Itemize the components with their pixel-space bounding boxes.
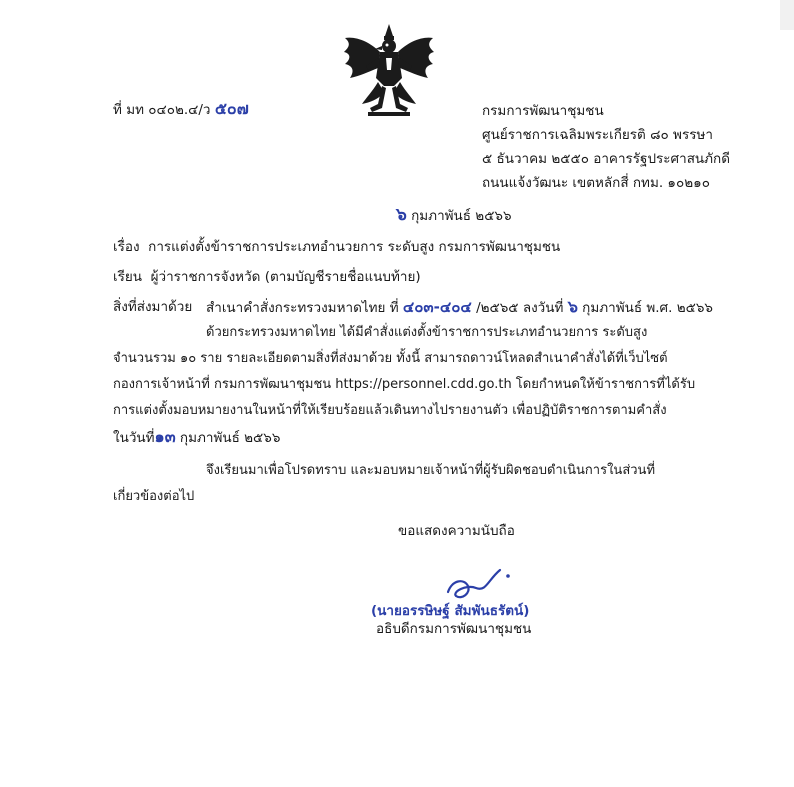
enclosure-text-mid: /๒๕๖๕ ลงวันที่	[476, 300, 564, 316]
body-paragraph-2-line-1: จึงเรียนมาเพื่อโปรดทราบ และมอบหมายเจ้าหน้าที่ผู้รับผิดชอบดำเนินการในส่วนที่	[206, 463, 656, 478]
date-month-year: กุมภาพันธ์ ๒๕๖๖	[411, 208, 512, 224]
subject-text: การแต่งตั้งข้าราชการประเภทอำนวยการ ระดับสูง กรมการพัฒนาชุมชน	[148, 239, 561, 255]
body-paragraph-2-line-2: เกี่ยวข้องต่อไป	[113, 489, 195, 504]
closing-salutation: ขอแสดงความนับถือ	[398, 523, 515, 539]
handwritten-signature	[442, 562, 520, 604]
enclosure-text-after: กุมภาพันธ์ พ.ศ. ๒๕๖๖	[582, 300, 713, 316]
page-edge-shadow	[780, 0, 794, 30]
body-paragraph-1-line-4: การแต่งตั้งมอบหมายงานในหน้าที่ให้เรียบร้อยแล้วเดินทางไปรายงานตัว เพื่อปฏิบัติราชการตามคำสั่ง	[113, 403, 667, 418]
date-day-handwritten: ๖	[396, 205, 407, 225]
reference-line	[113, 100, 249, 119]
enclosure-day-handwritten: ๖	[567, 297, 578, 316]
enclosure-text-before: สำเนาคำสั่งกระทรวงมหาดไทย ที่	[206, 300, 399, 316]
recipient-label: เรียน	[113, 269, 143, 285]
recipient-line	[113, 268, 421, 286]
subject-line	[113, 238, 560, 256]
agency-address-line-1: ศูนย์ราชการเฉลิมพระเกียรติ ๘๐ พรรษา	[482, 127, 713, 143]
report-date-prefix: ในวันที่	[113, 430, 155, 446]
recipient-text: ผู้ว่าราชการจังหวัด (ตามบัญชีรายชื่อแนบท้าย)	[150, 269, 421, 285]
agency-address-line-2: ๕ ธันวาคม ๒๕๕๐ อาคารรัฐประศาสนภักดี	[482, 151, 731, 167]
enclosure-order-numbers-handwritten: ๔๐๓-๔๐๔	[402, 298, 472, 316]
subject-label: เรื่อง	[113, 239, 140, 255]
body-paragraph-1-line-5	[113, 428, 280, 447]
reference-prefix: ที่ มท ๐๔๐๒.๔/ว	[113, 102, 211, 118]
reference-number-handwritten: ๕๐๗	[214, 99, 249, 118]
report-date-suffix: กุมภาพันธ์ ๒๕๖๖	[179, 430, 281, 446]
garuda-emblem	[342, 22, 436, 122]
body-paragraph-1-line-2: จำนวนรวม ๑๐ ราย รายละเอียดตามสิ่งที่ส่งมาด้วย ทั้งนี้ สามารถดาวน์โหลดสำเนาคำสั่งได้ที่เว็บไซต์	[113, 351, 668, 366]
body-paragraph-1-line-1: ด้วยกระทรวงมหาดไทย ได้มีคำสั่งแต่งตั้งข้าราชการประเภทอำนวยการ ระดับสูง	[206, 325, 648, 340]
enclosure-line	[206, 298, 713, 317]
agency-address-line-3: ถนนแจ้งวัฒนะ เขตหลักสี่ กทม. ๑๐๒๑๐	[482, 175, 710, 191]
signer-title: อธิบดีกรมการพัฒนาชุมชน	[376, 621, 532, 637]
signer-name: (นายอรรษิษฐ์ สัมพันธรัตน์)	[371, 603, 530, 619]
report-day-handwritten: ๑๓	[154, 427, 176, 446]
body-paragraph-1-line-3: กองการเจ้าหน้าที่ กรมการพัฒนาชุมชน https://personnel.cdd.go.th โดยกำหนดให้ข้าราชการที่ได้รับ	[113, 377, 696, 392]
letter-date	[396, 206, 512, 225]
enclosure-label: สิ่งที่ส่งมาด้วย	[113, 299, 193, 315]
agency-name: กรมการพัฒนาชุมชน	[482, 103, 604, 119]
